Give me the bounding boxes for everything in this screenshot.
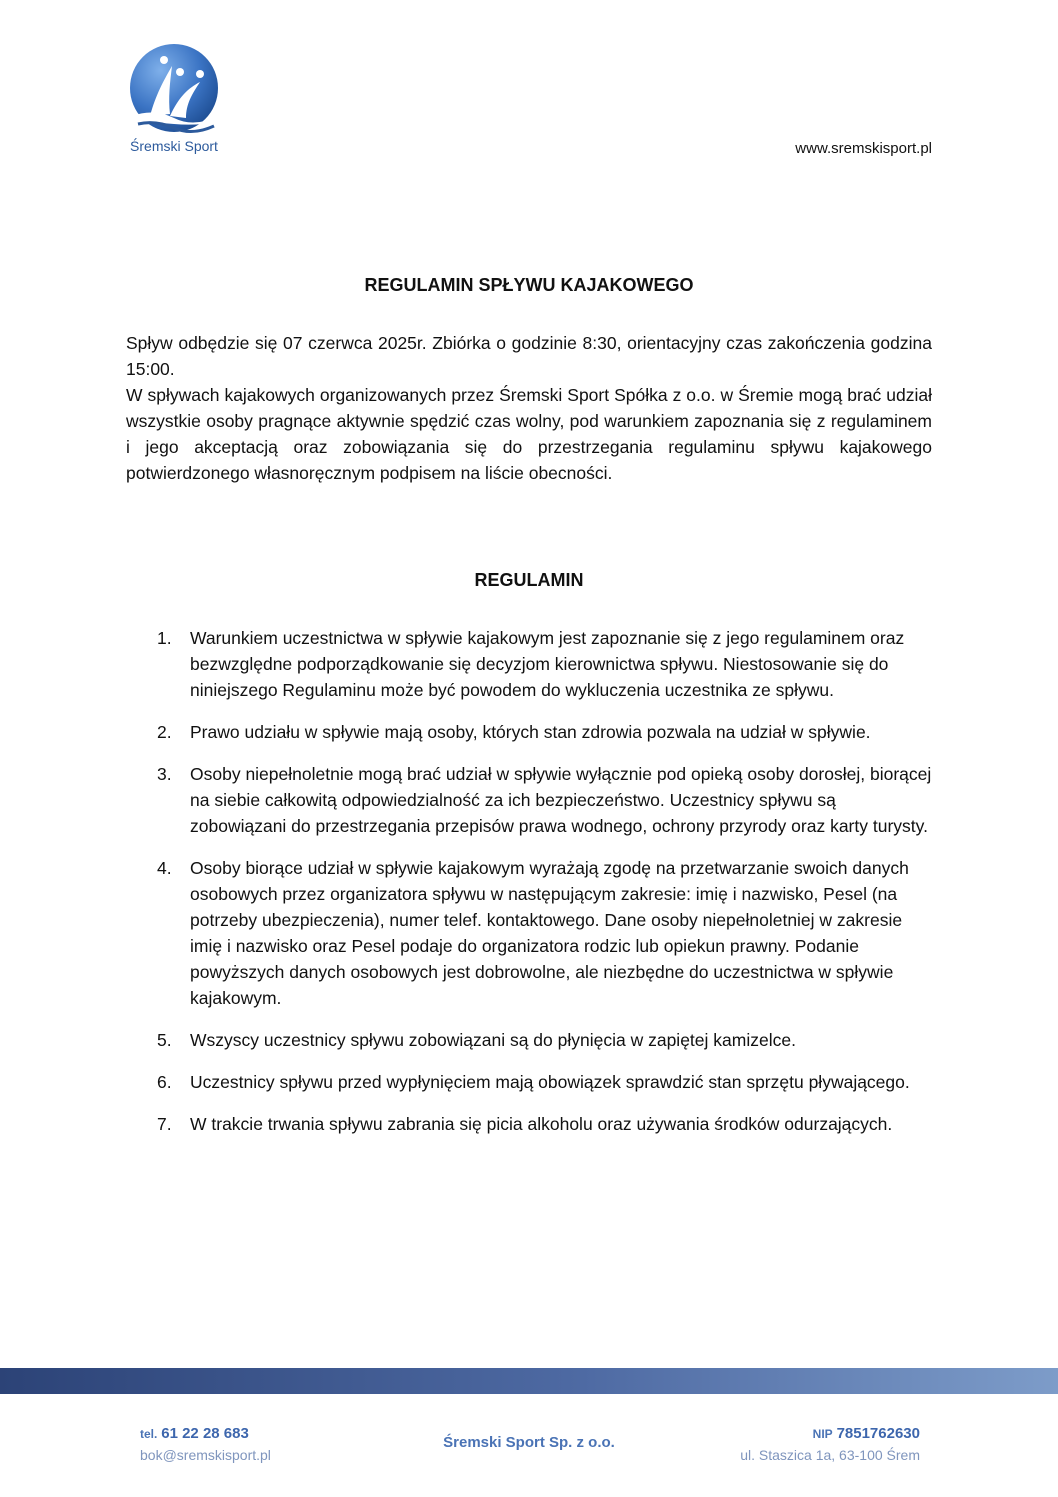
intro-paragraph-date: Spływ odbędzie się 07 czerwca 2025r. Zbiórka o godzinie 8:30, orientacyjny czas zakończenia godzina 15:00.: [126, 333, 932, 379]
rule-number: 1.: [157, 628, 172, 648]
rule-item: [157, 1069, 932, 1095]
nip-number: 7851762630: [836, 1425, 920, 1442]
rule-item: [157, 761, 932, 839]
rule-text: Wszyscy uczestnicy spływu zobowiązani są do płynięcia w zapiętej kamizelce.: [190, 1030, 796, 1050]
rule-text: Osoby biorące udział w spływie kajakowym wyrażają zgodę na przetwarzanie swoich danych osobowych przez organizatora spływu w następującym zakresie: imię i nazwisko, Pesel (na potrzeby ubezpieczenia), numer telef. kontaktowego. Dane osoby niepełnoletniej w zakresie imię i nazwisko oraz Pesel podaje do organizatora rodzic lub opiekun prawny. Podanie powyższych danych osobowych jest dobrowolne, ale niezbędne do uczestnictwa w spływie kajakowym.: [190, 858, 909, 1008]
rule-number: 4.: [157, 858, 172, 878]
intro-section: [126, 330, 932, 486]
phone-number[interactable]: 61 22 28 683: [161, 1425, 249, 1442]
rule-text: Prawo udziału w spływie mają osoby, których stan zdrowia pozwala na udział w spływie.: [190, 722, 871, 742]
tel-label: tel.: [140, 1427, 158, 1441]
document-title: REGULAMIN SPŁYWU KAJAKOWEGO: [364, 275, 694, 295]
rule-item: [157, 1111, 932, 1137]
rule-text: Uczestnicy spływu przed wypłynięciem mają obowiązek sprawdzić stan sprzętu pływającego.: [190, 1072, 910, 1092]
logo-emblem-icon: [120, 42, 228, 142]
rule-item: [157, 719, 932, 745]
footer-band: [0, 1368, 1058, 1394]
rule-item: [157, 625, 932, 703]
rule-item: [157, 855, 932, 1011]
website-link[interactable]: www.sremskisport.pl: [795, 140, 932, 157]
email-link[interactable]: bok@sremskisport.pl: [140, 1447, 271, 1463]
rule-item: [157, 1027, 932, 1053]
footer-company-name: Śremski Sport Sp. z o.o.: [443, 1434, 615, 1451]
rules-list: [157, 625, 932, 1153]
logo-text: Śremski Sport: [130, 138, 218, 154]
rule-number: 6.: [157, 1072, 172, 1092]
company-logo: [120, 42, 228, 162]
regulations-title: REGULAMIN: [474, 570, 584, 590]
rule-number: 7.: [157, 1114, 172, 1134]
rule-text: Osoby niepełnoletnie mogą brać udział w spływie wyłącznie pod opieką osoby dorosłej, biorącej na siebie całkowitą odpowiedzialność za ich bezpieczeństwo. Uczestnicy spływu są zobowiązani do przestrzegania przepisów prawa wodnego, ochrony przyrody oraz karty turysty.: [190, 764, 932, 836]
rule-text: W trakcie trwania spływu zabrania się picia alkoholu oraz używania środków odurzających.: [190, 1114, 893, 1134]
rule-number: 2.: [157, 722, 172, 742]
footer-company-info: [740, 1423, 920, 1466]
rule-text: Warunkiem uczestnictwa w spływie kajakowym jest zapoznanie się z jego regulaminem oraz bezwzględne podporządkowanie się decyzjom kierownictwa spływu. Niestosowanie się do niniejszego Regulaminu może być powodem do wykluczenia uczestnika ze spływu.: [190, 628, 905, 700]
rule-number: 5.: [157, 1030, 172, 1050]
rule-number: 3.: [157, 764, 172, 784]
intro-paragraph-participation: W spływach kajakowych organizowanych przez Śremski Sport Spółka z o.o. w Śremie mogą brać udział wszystkie osoby pragnące aktywnie spędzić czas wolny, pod warunkiem zapoznania się z regulaminem i jego akceptacją oraz zobowiązania się do przestrzegania regulaminu spływu kajakowego potwierdzonego własnoręcznym podpisem na liście obecności.: [126, 385, 932, 483]
address-text: ul. Staszica 1a, 63-100 Śrem: [740, 1447, 920, 1463]
nip-label: NIP: [812, 1427, 833, 1441]
